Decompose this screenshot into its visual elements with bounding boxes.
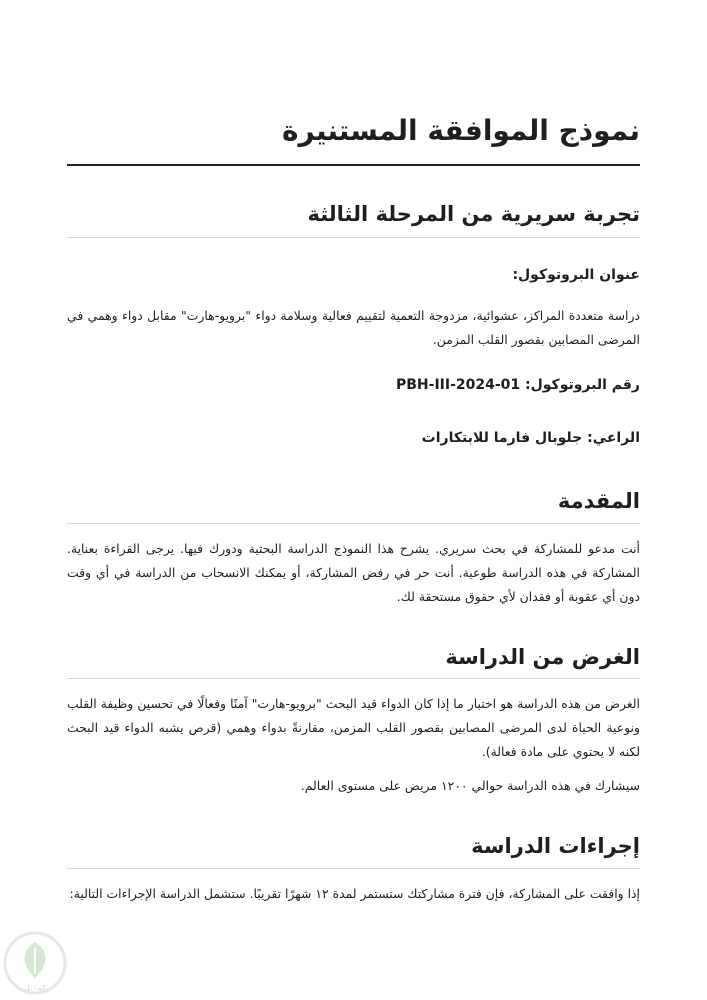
purpose-divider: [67, 678, 640, 679]
title-divider: [67, 164, 640, 166]
purpose-heading: الغرض من الدراسة: [445, 645, 640, 669]
protocol-title-label: عنوان البروتوكول:: [512, 267, 640, 283]
protocol-title-text: دراسة متعددة المراكز، عشوائية، مزدوجة التعمية لتقييم فعالية وسلامة دواء "برويو-هارت" مقابل دواء وهمي في المرضى المصابين بقصور القلب المزمن.: [67, 308, 640, 347]
watermark-text: كمـا ـل: [24, 984, 46, 992]
protocol-number: رقم البروتوكول: PBH-III-2024-01: [396, 377, 640, 393]
participants-text: سيشارك في هذه الدراسة حوالي ١٢٠٠ مريض على مستوى العالم.: [300, 778, 640, 793]
procedures-text: إذا وافقت على المشاركة، فإن فترة مشاركتك ستستمر لمدة ١٢ شهرًا تقريبًا. ستشمل الدراسة الإجراءات التالية:: [69, 886, 640, 901]
sponsor: الراعي: جلوبال فارما للابتكارات: [421, 430, 640, 446]
page-title: نموذج الموافقة المستنيرة: [282, 114, 640, 147]
phase-divider: [67, 237, 640, 238]
intro-text: أنت مدعو للمشاركة في بحث سريري. يشرح هذا النموذج الدراسة البحثية ودورك فيها. يرجى القراءة بعناية. المشاركة في هذه الدراسة طوعية. أنت حر في رفض المشاركة، أو يمكنك الانسحاب من الدراسة في أي وقت دون أي عقوبة أو فقدان لأي حقوق مستحقة لك.: [67, 541, 640, 604]
procedures-divider: [67, 868, 640, 869]
watermark-logo-icon: [2, 930, 68, 996]
purpose-text: الغرض من هذه الدراسة هو اختبار ما إذا كان الدواء قيد البحث "برويو-هارت" آمنًا وفعالًا في تحسين وظيفة القلب ونوعية الحياة لدى المرضى المصابين بقصور القلب المزمن، مقارنةً بدواء وهمي (قرص يشبه الدواء قيد البحث لكنه لا يحتوي على مادة فعالة).: [67, 696, 640, 759]
intro-heading: المقدمة: [557, 489, 640, 513]
phase-heading: تجربة سريرية من المرحلة الثالثة: [307, 202, 640, 226]
procedures-heading: إجراءات الدراسة: [471, 834, 640, 858]
intro-divider: [67, 523, 640, 524]
